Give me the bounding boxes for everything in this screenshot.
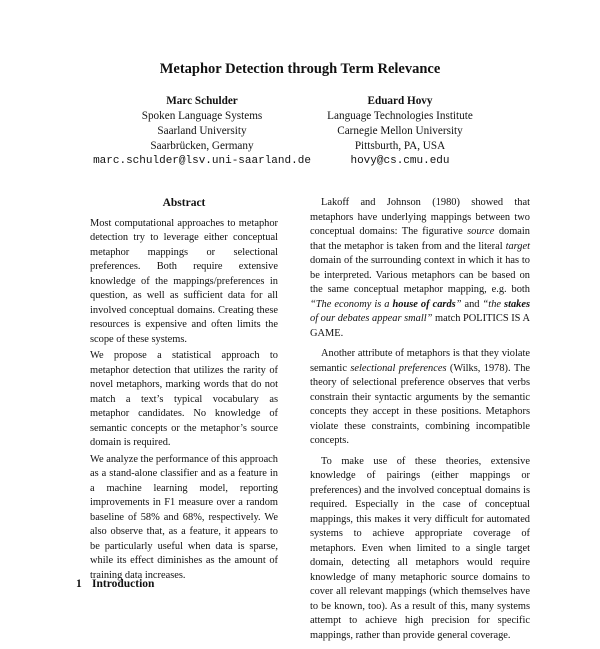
- example-highlight: house of cards: [392, 298, 456, 310]
- example-quote: ”: [455, 298, 462, 310]
- body-paragraph-1: [310, 196, 530, 341]
- abstract-paragraph: We analyze the performance of this approach as a stand-alone classifier and as a feature in a machine learning model, reporting improvements in F1 measure over a random baseline of 58% and 68%, respectively. We also observe that, as a feature, it appears to be particularly useful when data is sparse, while its effect diminishes as the amount of training data increases.: [90, 453, 278, 581]
- text-span: Lakoff and Johnson (1980) showed that metaphors have underlying mappings between two conceptual domains: The figurative: [310, 197, 530, 237]
- abstract-heading: Abstract: [162, 197, 206, 209]
- body-paragraph-2: [310, 347, 530, 449]
- term-selectional-preferences: selectional preferences: [350, 362, 447, 374]
- section-number: 1: [76, 578, 82, 590]
- abstract-paragraph: We propose a statistical approach to metaphor detection that utilizes the rarity of novel metaphors, marking words that do not match a text’s typical vocabulary as metaphor candidates. No knowledge of semantic concepts or the metaphor’s source domain is required.: [90, 350, 278, 448]
- text-span: .: [340, 327, 344, 339]
- paper-title: Metaphor Detection through Term Relevance: [159, 61, 441, 77]
- section-title: Introduction: [92, 578, 155, 590]
- body-paragraph-3: To make use of these theories, extensive knowledge of pairings (either mappings or preferences) and the involved conceptual domains is required. Especially in the case of conceptual mappings, this makes it very difficult for automated systems to achieve appropriate coverage of metaphors. Even when limited to a single target domain, detecting all metaphors would require knowledge of many metaphoric source domains to cover all relevant mappings (which themselves have to be known, too). As a result of this, many systems attempt to achieve high precision for specific mappings, rather than provide general coverage.: [310, 455, 530, 641]
- abstract-paragraph: Most computational approaches to metaphor detection try to leverage either conceptual metaphor mappings or selectional preferences. Both require extensive knowledge of the mappings/preferences in question, as well as sufficient data for all involved conceptual domains. Creating these resources is expensive and often limits the scope of these systems.: [90, 217, 278, 345]
- intro-column: [310, 196, 530, 649]
- section-heading: [76, 578, 154, 590]
- example-highlight: stakes: [504, 298, 531, 310]
- text-span: match: [432, 313, 463, 324]
- author-block-1: [66, 94, 338, 169]
- mapping-name: POLITICS IS A GAME: [310, 313, 530, 339]
- text-span: Another attribute of metaphors is that they violate semantic: [310, 348, 530, 374]
- author-email: hovy@cs.cmu.edu: [350, 155, 450, 167]
- example-quote: of our debates appear small”: [310, 313, 433, 324]
- text-span: domain that the metaphor is taken from and the literal: [310, 226, 530, 252]
- term-target: target: [505, 240, 530, 252]
- example-quote: “the: [482, 298, 505, 310]
- author-name: Marc Schulder: [166, 95, 238, 107]
- text-span: and: [461, 298, 483, 310]
- author-affiliation: Language Technologies Institute: [327, 110, 473, 122]
- author-email: marc.schulder@lsv.uni-saarland.de: [93, 155, 311, 167]
- text-span: (Wilks, 1978). The theory of selectional preference observes that verbs constrain their syntactic arguments by the semantic concepts they accept in these positions. Metaphors violate these constraints, combining incompatible concepts.: [310, 362, 531, 446]
- author-location: Saarbrücken, Germany: [150, 140, 254, 152]
- abstract-column: [90, 196, 278, 585]
- author-affiliation: Carnegie Mellon University: [337, 125, 463, 137]
- author-block-2: [318, 94, 482, 169]
- text-span: domain of the surrounding context in which it has to be interpreted. Various metaphors can be based on the same conceptual metaphor mapping, e.g. both: [310, 255, 530, 295]
- term-source: source: [467, 226, 495, 237]
- example-quote: “The economy is a: [310, 298, 393, 310]
- author-name: Eduard Hovy: [367, 95, 433, 107]
- author-location: Pittsburth, PA, USA: [354, 140, 446, 152]
- author-affiliation: Saarland University: [157, 125, 247, 137]
- author-affiliation: Spoken Language Systems: [141, 110, 263, 122]
